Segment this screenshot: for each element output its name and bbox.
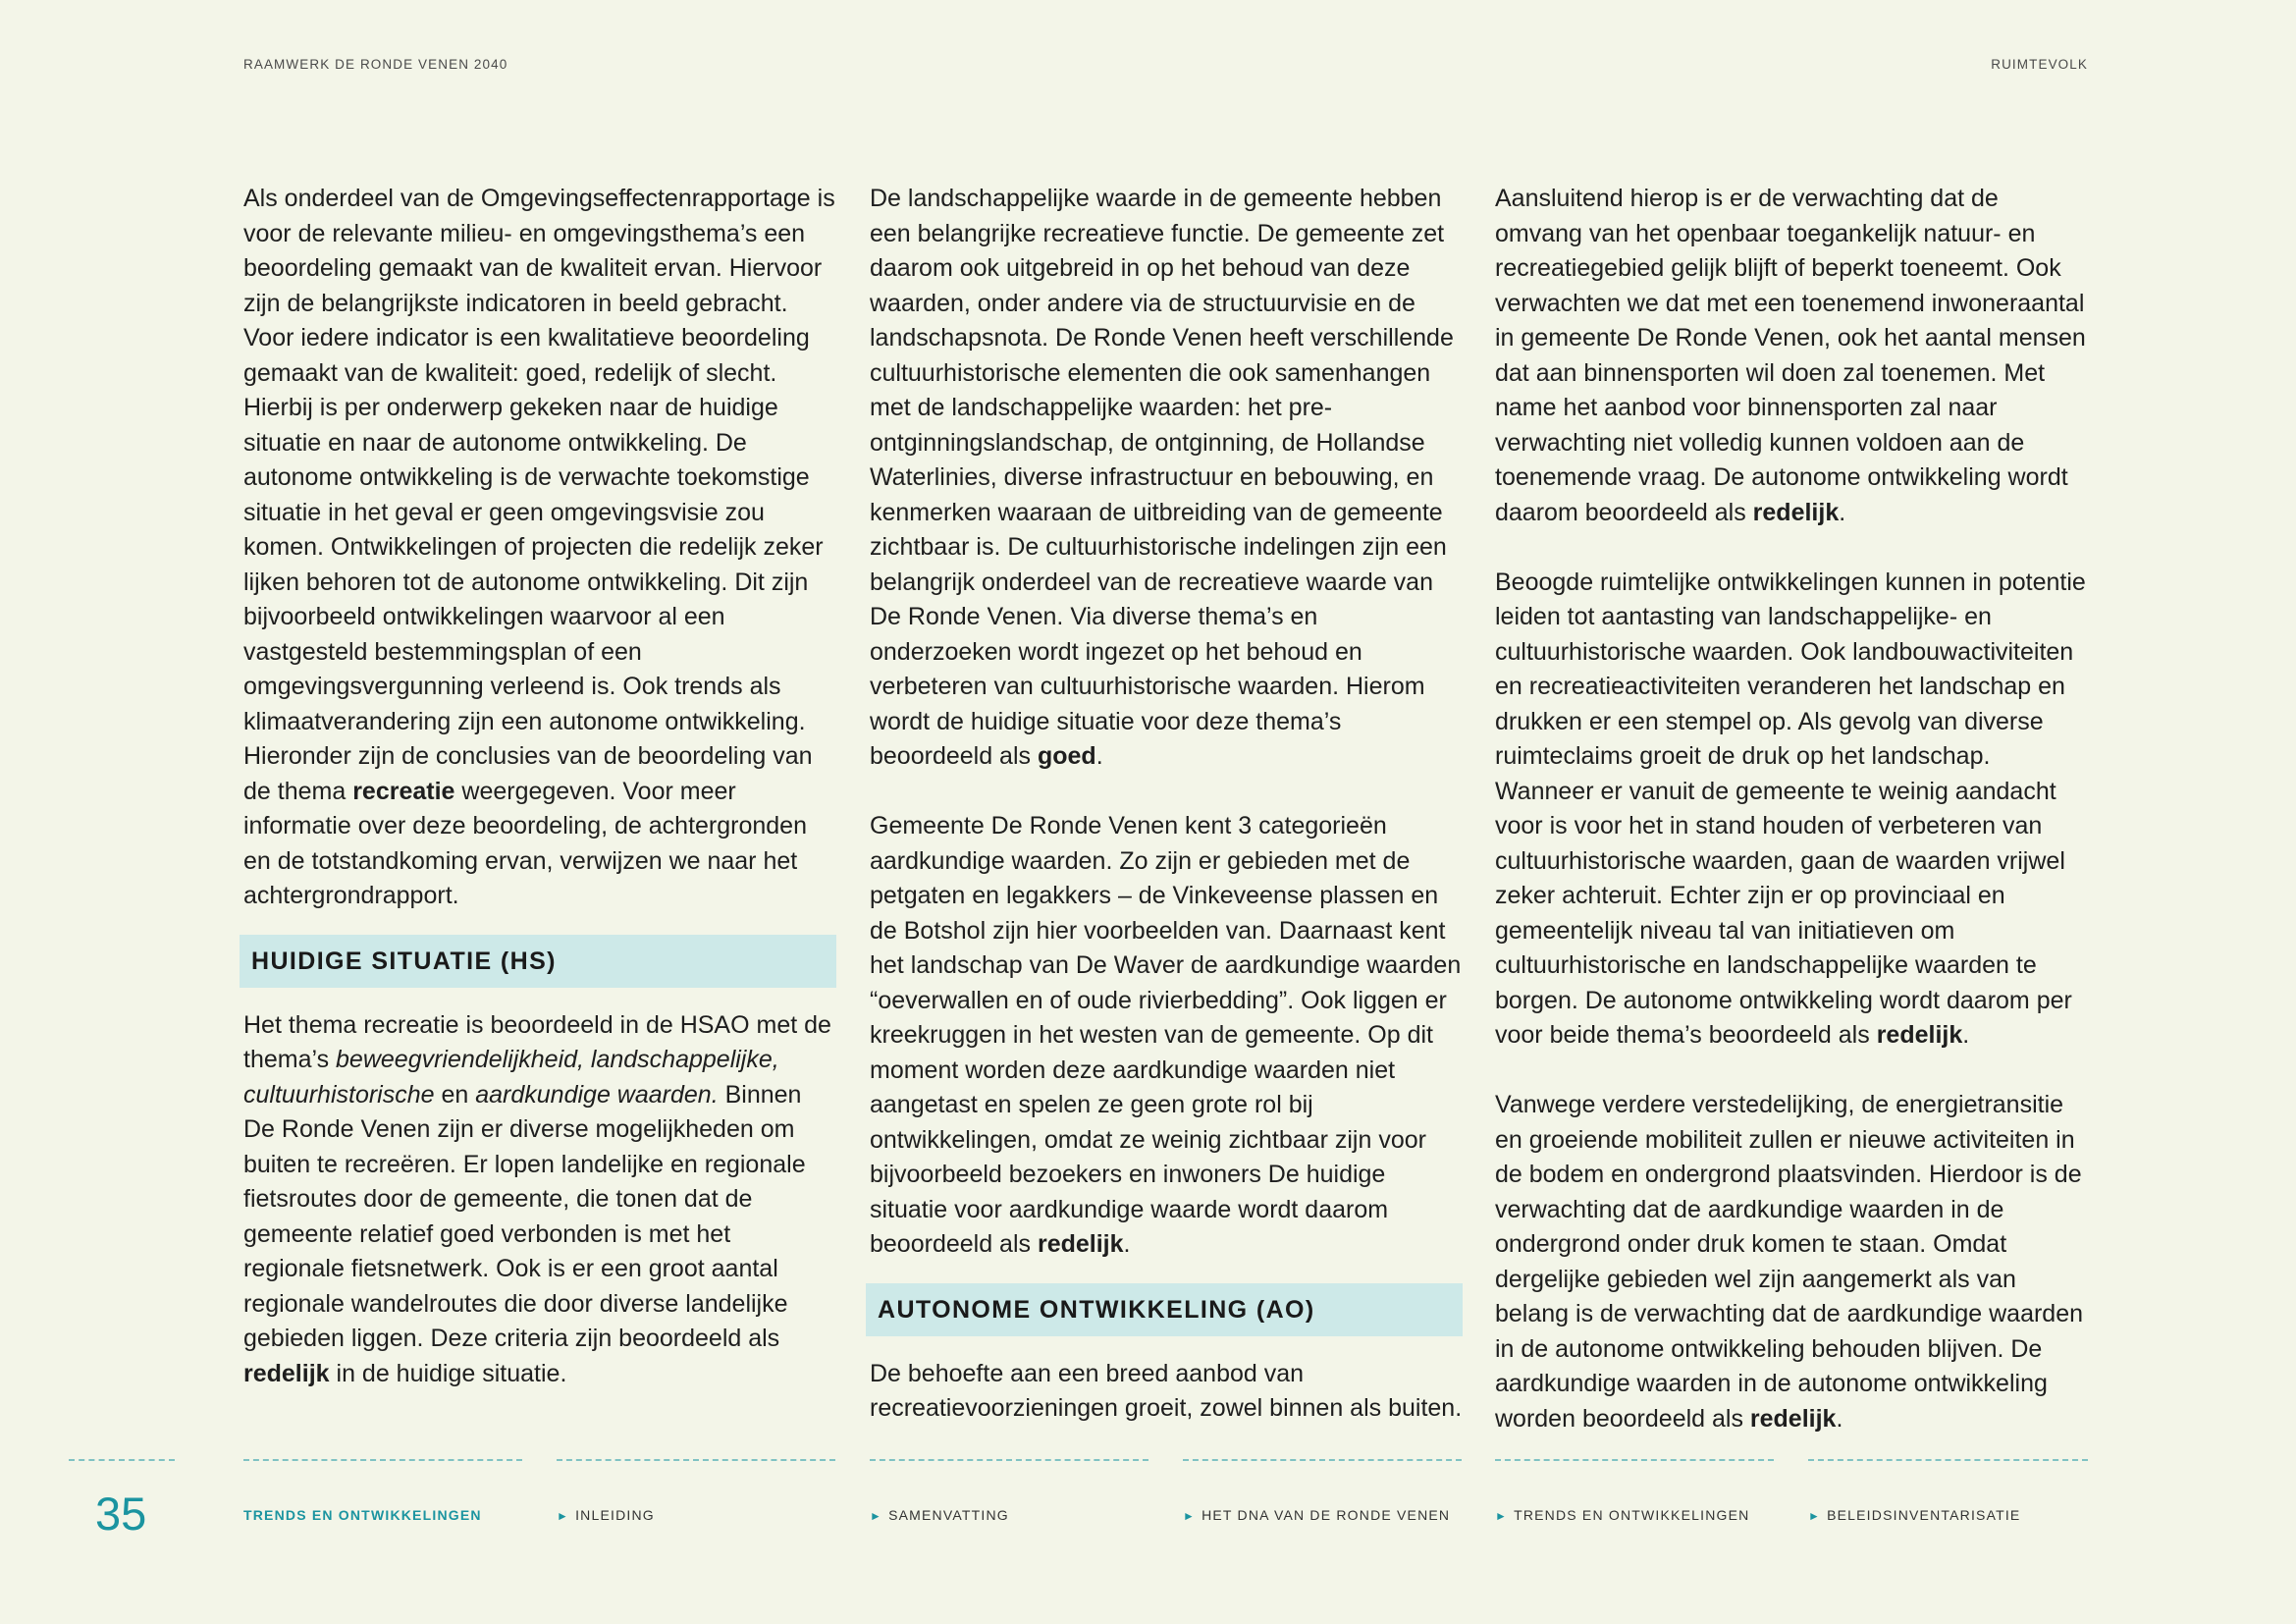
landscape-paragraph: De landschappelijke waarde in de gemeente hebben een belangrijke recreatieve functie. De gemeente zet daarom ook uitgebreid in op het behoud van deze waarden, onder andere via de structuurvisie en de landschapsnota. De Ronde Venen heeft verschillende cultuurhistorische elementen die ook samenhangen met de landschappelijke waarden: het pre-ontginningslandschap, de ontginning, de Hollandse Waterlinies, diverse infrastructuur en bebouwing, en kenmerken waaraan de uitbreiding van de gemeente zichtbaar is. De cultuurhistorische indelingen zijn een belangrijk onderdeel van de recreatieve waarde van De Ronde Venen. Via diverse thema’s en onderzoeken wordt ingezet op het behoud en verbeteren van cultuurhistorische waarden. Hierom wordt de huidige situatie voor deze thema’s beoordeeld als goed. [870, 185, 1454, 770]
nav-link-samenvatting[interactable]: ► SAMENVATTING [870, 1507, 1009, 1523]
running-header-brand: RUIMTEVOLK [1991, 57, 2088, 72]
text-column-3 [1495, 182, 2088, 1436]
ao-geology-paragraph: Vanwege verdere verstedelijking, de energietransitie en groeiende mobiliteit zullen er nieuwe activiteiten in de bodem en ondergrond plaatsvinden. Hierdoor is de verwachting dat de aardkundige waarden in de ondergrond onder druk komen te staan. Omdat dergelijke gebieden wel zijn aangemerkt als van belang is de verwachting dat de aardkundige waarden in de autonome ontwikkeling behouden blijven. De aardkundige waarden in de autonome ontwikkeling worden beoordeeld als redelijk. [1495, 1091, 2084, 1433]
footer-divider [870, 1459, 1148, 1461]
geology-paragraph: Gemeente De Ronde Venen kent 3 categorieën aardkundige waarden. Zo zijn er gebieden met de petgaten en legakkers – de Vinkeveense plassen en de Botshol zijn hier voorbeelden van. Daarnaast kent het landschap van De Waver de aardkundige waarden “oeverwallen en of oude rivierbedding”. Ook liggen er kreekruggen in het westen van de gemeente. Op dit moment worden deze aardkundige waarden niet aangetast en spelen ze geen grote rol bij ontwikkelingen, omdat ze weinig zichtbaar zijn voor bijvoorbeeld bezoekers en inwoners De huidige situatie voor aardkundige waarde wordt daarom beoordeeld als redelijk. [870, 812, 1462, 1258]
arrow-right-icon: ► [870, 1509, 883, 1523]
nav-link-trends-current[interactable]: TRENDS EN ONTWIKKELINGEN [243, 1507, 482, 1523]
footer-divider [1808, 1459, 2088, 1461]
arrow-right-icon: ► [1495, 1509, 1509, 1523]
nav-link-dna[interactable]: ► HET DNA VAN DE RONDE VENEN [1183, 1507, 1451, 1523]
footer-divider [1183, 1459, 1462, 1461]
hs-paragraph: Het thema recreatie is beoordeeld in de HSAO met de thema’s beweegvriendelijkheid, landschappelijke, cultuurhistorische en aardkundige waarden. Binnen De Ronde Venen zijn er diverse mogelijkheden om buiten te recreëren. Er lopen landelijke en regionale fietsroutes door de gemeente, die tonen dat de gemeente relatief goed verbonden is met het regionale fietsnetwerk. Ook is er een groot aantal regionale wandelroutes die door diverse landelijke gebieden liggen. Deze criteria zijn beoordeeld als redelijk in de huidige situatie. [243, 1010, 831, 1387]
text-column-2 [870, 182, 1463, 1427]
footer-divider [69, 1459, 175, 1461]
section-heading-autonome-ontwikkeling: AUTONOME ONTWIKKELING (AO) [866, 1283, 1463, 1336]
footer-divider [1495, 1459, 1774, 1461]
ao-landscape-paragraph: Beoogde ruimtelijke ontwikkelingen kunnen in potentie leiden tot aantasting van landschappelijke- en cultuurhistorische waarden. Ook landbouwactiviteiten en recreatieactiviteiten veranderen het landschap en drukken er een stempel op. Als gevolg van diverse ruimteclaims groeit de druk op het landschap. Wanneer er vanuit de gemeente te weinig aandacht voor is voor het in stand houden of verbeteren van cultuurhistorische waarden, gaan de waarden vrijwel zeker achteruit. Echter zijn er op provinciaal en gemeentelijk niveau tal van initiatieven om cultuurhistorische en landschappelijke waarden te borgen. De autonome ontwikkeling wordt daarom per voor beide thema’s beoordeeld als redelijk. [1495, 568, 2086, 1049]
ao-recreation-paragraph: Aansluitend hierop is er de verwachting dat de omvang van het openbaar toegankelijk natuur- en recreatiegebied gelijk blijft of beperkt toeneemt. Ook verwachten we dat met een toenemend inwoneraantal in gemeente De Ronde Venen, ook het aantal mensen dat aan binnensporten wil doen zal toenemen. Met name het aanbod voor binnensporten zal naar verwachting niet volledig kunnen voldoen aan de toenemende vraag. De autonome ontwikkeling wordt daarom beoordeeld als redelijk. [1495, 185, 2086, 526]
running-header-title: RAAMWERK DE RONDE VENEN 2040 [243, 57, 508, 72]
section-heading-huidige-situatie: HUIDIGE SITUATIE (HS) [240, 935, 836, 988]
arrow-right-icon: ► [1183, 1509, 1197, 1523]
nav-link-trends[interactable]: ► TRENDS EN ONTWIKKELINGEN [1495, 1507, 1750, 1523]
arrow-right-icon: ► [1808, 1509, 1822, 1523]
footer-divider [557, 1459, 835, 1461]
arrow-right-icon: ► [557, 1509, 570, 1523]
nav-link-beleidsinventarisatie[interactable]: ► BELEIDSINVENTARISATIE [1808, 1507, 2021, 1523]
ao-paragraph: De behoefte aan een breed aanbod van recreatievoorzieningen groeit, zowel binnen als buiten. [870, 1359, 1463, 1422]
footer-divider [243, 1459, 522, 1461]
text-column-1 [243, 182, 836, 1391]
page-number: 35 [95, 1488, 147, 1540]
intro-paragraph: Als onderdeel van de Omgevingseffectenrapportage is voor de relevante milieu- en omgevingsthema’s een beoordeling gemaakt van de kwaliteit ervan. Hiervoor zijn de belangrijkste indicatoren in beeld gebracht. Voor iedere indicator is een kwalitatieve beoordeling gemaakt van de kwaliteit: goed, redelijk of slecht. Hierbij is per onderwerp gekeken naar de huidige situatie en naar de autonome ontwikkeling. De autonome ontwikkeling is de verwachte toekomstige situatie in het geval er geen omgevingsvisie zou komen. Ontwikkelingen of projecten die redelijk zeker lijken behoren tot de autonome ontwikkeling. Dit zijn bijvoorbeeld ontwikkelingen waarvoor al een vastgesteld bestemmingsplan of een omgevingsvergunning verleend is. Ook trends als klimaatverandering zijn een autonome ontwikkeling. Hieronder zijn de conclusies van de beoordeling van de thema recreatie weergegeven. Voor meer informatie over deze beoordeling, de achtergronden en de totstandkoming ervan, verwijzen we naar het achtergrondrapport. [243, 185, 835, 909]
nav-link-inleiding[interactable]: ► INLEIDING [557, 1507, 655, 1523]
